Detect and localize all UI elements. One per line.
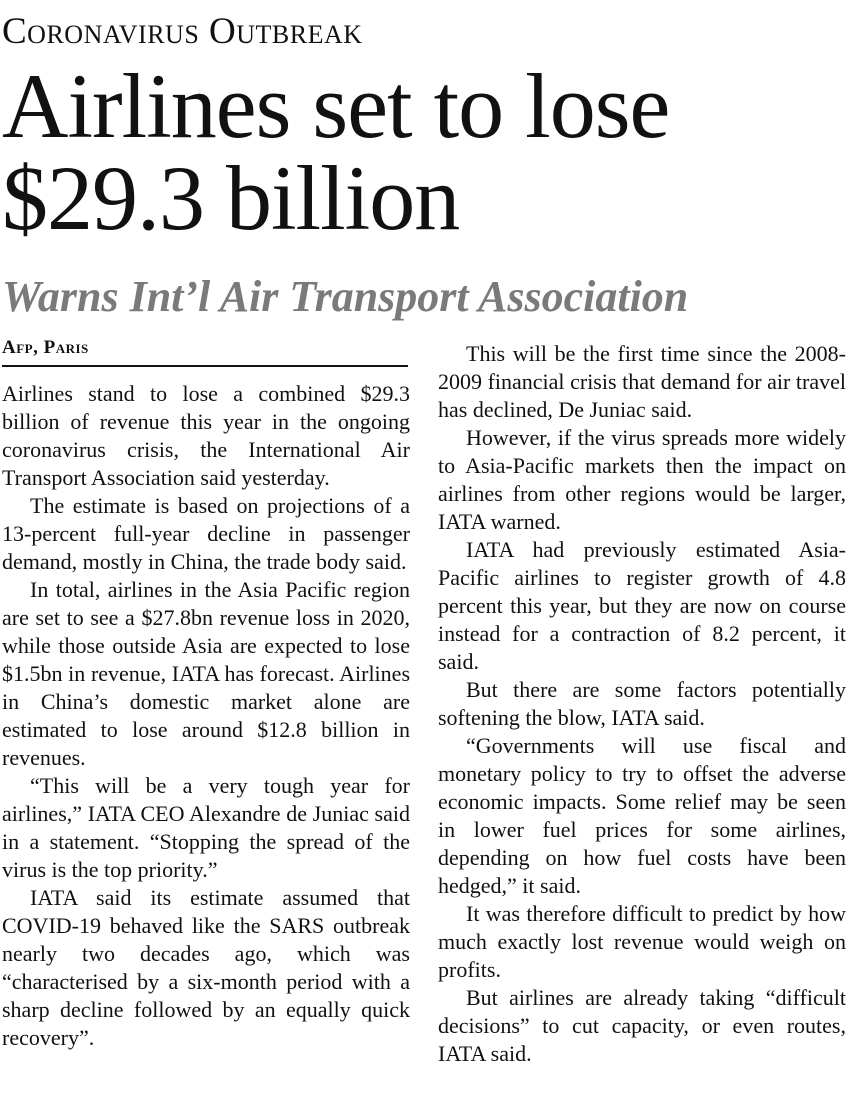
paragraph: The estimate is based on projections of a 13-percent full-year decline in passenger demand, mostly in China, the trade body said. bbox=[2, 493, 410, 574]
paragraph: But there are some factors potentially softening the blow, IATA said. bbox=[438, 677, 846, 730]
paragraph: However, if the virus spreads more widely to Asia-Pacific markets then the impact on airlines from other regions would be larger, IATA warned. bbox=[438, 425, 846, 534]
subheadline: Warns Int’l Air Transport Association bbox=[2, 272, 689, 321]
byline: Afp, Paris bbox=[2, 336, 408, 367]
headline bbox=[2, 55, 846, 249]
article-column-right bbox=[438, 340, 846, 1068]
paragraph: It was therefore difficult to predict by how much exactly lost revenue would weigh on profits. bbox=[438, 901, 846, 982]
headline-line-2: $29.3 billion bbox=[2, 147, 460, 249]
section-kicker: Coronavirus Outbreak bbox=[2, 11, 363, 52]
headline-line-1: Airlines set to lose bbox=[2, 55, 670, 157]
paragraph: In total, airlines in the Asia Pacific region are set to see a $27.8bn revenue loss in 2020, while those outside Asia are expected to lose $1.5bn in revenue, IATA has forecast. Airlines in China’s domestic market alone are estimated to lose around $12.8 billion in revenues. bbox=[2, 577, 410, 770]
paragraph: IATA had previously estimated Asia-Pacific airlines to register growth of 4.8 percent this year, but they are now on course instead for a contraction of 8.2 percent, it said. bbox=[438, 537, 846, 674]
article-column-left bbox=[2, 380, 410, 1052]
paragraph: “This will be a very tough year for airlines,” IATA CEO Alexandre de Juniac said in a statement. “Stopping the spread of the virus is the top priority.” bbox=[2, 773, 410, 882]
paragraph: Airlines stand to lose a combined $29.3 billion of revenue this year in the ongoing coronavirus crisis, the International Air Transport Association said yesterday. bbox=[2, 381, 410, 490]
paragraph: “Governments will use fiscal and monetary policy to try to offset the adverse economic impacts. Some relief may be seen in lower fuel prices for some airlines, depending on how fuel costs have been hedged,” it said. bbox=[438, 733, 846, 898]
paragraph: IATA said its estimate assumed that COVID-19 behaved like the SARS outbreak nearly two decades ago, which was “characterised by a six-month period with a sharp decline followed by an equally quick recovery”. bbox=[2, 885, 410, 1050]
paragraph: But airlines are already taking “difficult decisions” to cut capacity, or even routes, IATA said. bbox=[438, 985, 846, 1066]
paragraph: This will be the first time since the 2008-2009 financial crisis that demand for air travel has declined, De Juniac said. bbox=[438, 341, 846, 422]
